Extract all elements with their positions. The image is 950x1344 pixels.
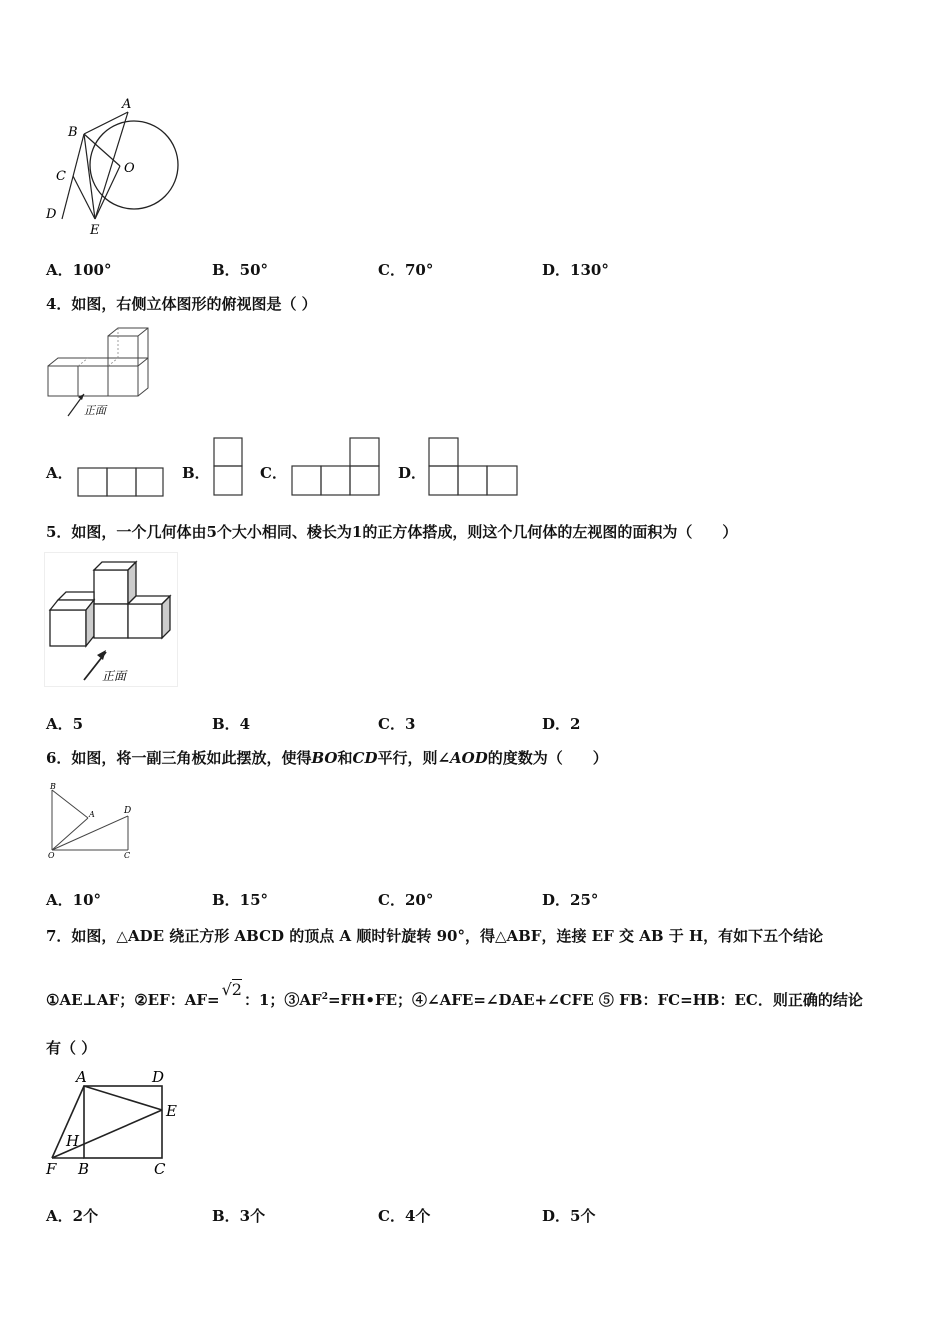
q6-label-C: C xyxy=(124,851,131,860)
q7-label-D: D xyxy=(152,1068,165,1086)
q4-option-a-label[interactable]: A． xyxy=(46,464,73,482)
q4-option-d-view[interactable] xyxy=(426,436,522,498)
q7-option-d[interactable]: D．5个 xyxy=(542,1207,596,1225)
q7-line2-post-b: =FH•FE；④∠AFE=∠DAE+∠CFE ⑤ FB：FC=HB：EC．则正确的结论 xyxy=(327,991,863,1009)
q5-option-b[interactable]: B．4 xyxy=(212,715,251,733)
q6-option-c[interactable]: C．20° xyxy=(378,891,434,909)
q6-stem-pre: 6．如图，将一副三角板如此摆放，使得 xyxy=(46,749,312,767)
q7-label-A: A xyxy=(76,1068,87,1086)
q3-label-D: D xyxy=(46,207,57,222)
q3-option-c[interactable]: C．70° xyxy=(378,261,434,279)
q6-cd: CD xyxy=(352,749,378,767)
q6-bo: BO xyxy=(311,749,338,767)
q6-label-A: A xyxy=(89,810,95,819)
q6-label-B: B xyxy=(50,782,56,791)
q4-front-label: 正面 xyxy=(84,404,106,417)
q7-sqrt xyxy=(220,980,244,1000)
q7-conclusions xyxy=(46,980,863,1010)
q7-label-E: E xyxy=(166,1102,177,1120)
q6-option-d[interactable]: D．25° xyxy=(542,891,599,909)
q3-option-a[interactable]: A．100° xyxy=(46,261,112,279)
q7-line2-post-a: ：1；③AF xyxy=(243,991,322,1009)
q4-stem: 4．如图，右侧立体图形的俯视图是（ ） xyxy=(46,295,317,313)
q5-front-label: 正面 xyxy=(102,669,127,683)
q7-label-C: C xyxy=(154,1160,166,1178)
q3-option-d[interactable]: D．130° xyxy=(542,261,609,279)
q7-stem-line3: 有（ ） xyxy=(46,1039,97,1057)
q4-solid-figure xyxy=(44,326,164,418)
q7-option-c[interactable]: C．4个 xyxy=(378,1207,431,1225)
q5-stem: 5．如图，一个几何体由5个大小相同、棱长为1的正方体搭成，则这个几何体的左视图的面积为（ ） xyxy=(46,523,738,541)
q6-angle: ∠AOD xyxy=(437,749,488,767)
q7-stem: 7．如图，△ADE 绕正方形 ABCD 的顶点 A 顺时针旋转 90°，得△ABF，连接 EF 交 AB 于 H，有如下五个结论 xyxy=(46,927,824,945)
q3-label-O: O xyxy=(124,161,135,176)
q6-option-b[interactable]: B．15° xyxy=(212,891,269,909)
q6-stem xyxy=(46,748,608,768)
q6-triangle-figure xyxy=(44,780,138,860)
q3-label-A: A xyxy=(122,97,132,112)
q5-solid-figure xyxy=(44,552,180,690)
q7-label-H: H xyxy=(66,1132,80,1150)
q7-superscript: 2 xyxy=(321,992,328,1002)
q7-square-figure xyxy=(44,1066,184,1178)
q3-label-E: E xyxy=(90,223,100,238)
q7-option-a[interactable]: A．2个 xyxy=(46,1207,99,1225)
q4-option-a-view[interactable] xyxy=(76,466,166,498)
q7-sqrt-num: 2 xyxy=(231,980,242,999)
q3-label-C: C xyxy=(56,169,66,184)
q4-option-d-label[interactable]: D． xyxy=(398,464,427,482)
q7-line2-pre: ①AE⊥AF；②EF：AF= xyxy=(46,991,220,1009)
q3-label-B: B xyxy=(68,125,78,140)
q5-option-a[interactable]: A．5 xyxy=(46,715,84,733)
q6-option-a[interactable]: A．10° xyxy=(46,891,102,909)
q5-option-c[interactable]: C．3 xyxy=(378,715,416,733)
q3-circle-figure xyxy=(40,92,190,242)
q4-option-c-view[interactable] xyxy=(290,436,384,498)
q7-label-F: F xyxy=(46,1160,57,1178)
q6-and: 和 xyxy=(337,749,353,767)
q6-label-D: D xyxy=(124,806,132,816)
q4-option-b-view[interactable] xyxy=(212,436,246,498)
q7-label-B: B xyxy=(78,1160,90,1178)
q4-option-c-label[interactable]: C． xyxy=(260,464,287,482)
q5-option-d[interactable]: D．2 xyxy=(542,715,581,733)
q3-line-BO xyxy=(84,134,120,166)
q6-stem-mid: 平行，则 xyxy=(377,749,438,767)
q3-option-b[interactable]: B．50° xyxy=(212,261,269,279)
q3-line-OE xyxy=(95,166,120,219)
q6-label-O: O xyxy=(48,851,55,860)
q6-stem-post: 的度数为（ ） xyxy=(487,749,608,767)
q4-option-b-label[interactable]: B． xyxy=(182,464,210,482)
q7-option-b[interactable]: B．3个 xyxy=(212,1207,266,1225)
q7-sqrt-symbol: √ xyxy=(221,980,232,999)
